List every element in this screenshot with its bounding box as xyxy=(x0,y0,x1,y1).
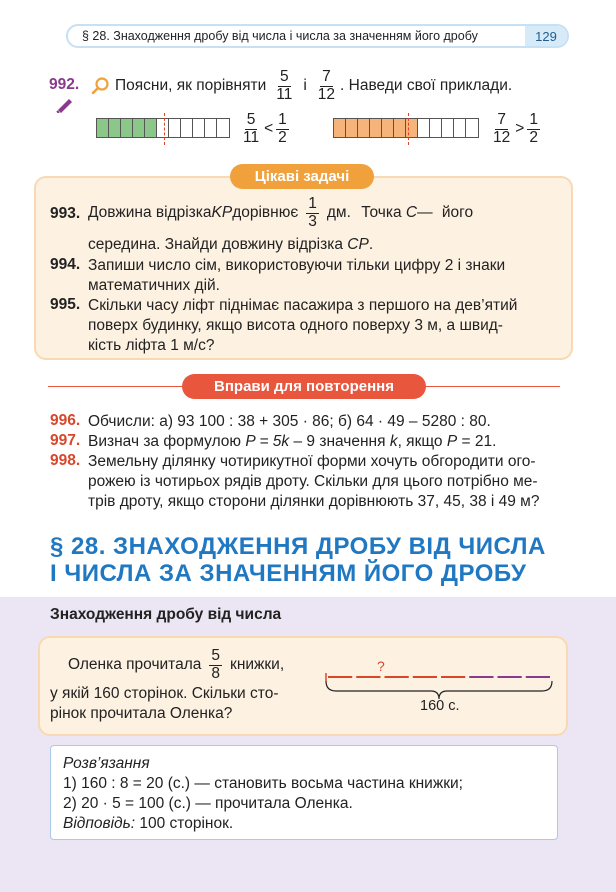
strip-cell xyxy=(181,119,193,137)
segment-diagram xyxy=(322,655,558,725)
task-992-text xyxy=(115,66,512,106)
strip-cell xyxy=(205,119,217,137)
subsection-title: Знаходження дробу від числа xyxy=(50,606,282,623)
section-title-line1: § 28. ЗНАХОДЖЕННЯ ДРОБУ ВІД ЧИСЛА xyxy=(50,533,546,560)
fraction-strip-12 xyxy=(333,118,479,138)
problem-line1: Оленка прочитала $\frac{5}{8}$ книжки, xyxy=(68,647,285,682)
review-title: Вправи для повторення xyxy=(182,374,426,399)
solution-step-2: 2) 20 · 5 = 100 (с.) — прочитала Оленка. xyxy=(63,795,353,812)
task-994-line1: Запиши число сім, використовуючи тільки цифру 2 і знаки xyxy=(88,257,506,274)
pencil-icon xyxy=(55,95,77,118)
task-998-line3: трів дроту, якщо сторони ділянки дорівнюють 37, 45, 38 і 49 м? xyxy=(88,493,540,510)
task-996-text: Обчисли: а) 93 100 : 38 + 305 · 86; б) 64 · 49 – 5280 : 80. xyxy=(88,413,491,430)
task-number-994: 994. xyxy=(50,256,81,273)
task-number-992: 992. xyxy=(49,76,80,93)
fraction-5-11: $\frac{5}{11}$ xyxy=(276,68,293,103)
solution-heading: Розв’язання xyxy=(63,755,150,772)
task-993-line1: Довжина відрізка KP дорівнює $\frac{1}{3}$ дм. Точка C — його xyxy=(88,195,474,230)
strip-cell xyxy=(370,119,382,137)
page-number: 129 xyxy=(525,26,567,46)
strip-cell xyxy=(334,119,346,137)
strip-cell xyxy=(109,119,121,137)
task-number-998: 998. xyxy=(50,452,81,469)
task-992-text-before: Поясни, як порівняти xyxy=(115,77,267,94)
diagram-total-label: 160 с. xyxy=(420,698,460,714)
strip-cell xyxy=(358,119,370,137)
task-995-line3: кість ліфта 1 м/с? xyxy=(88,337,215,354)
task-993-line2: середина. Знайди довжину відрізка CP. xyxy=(88,236,374,253)
strip-cell xyxy=(169,119,181,137)
task-992-conj: і xyxy=(303,77,307,94)
problem-line3: рінок прочитала Оленка? xyxy=(50,705,233,722)
section-title xyxy=(50,533,546,587)
strip-cell xyxy=(121,119,133,137)
task-number-996: 996. xyxy=(50,412,81,429)
strip-cell xyxy=(217,119,229,137)
interesting-tasks-title: Цікаві задачі xyxy=(230,164,374,189)
comparison-2: $\frac{7}{12}$ > $\frac{1}{2}$ xyxy=(493,111,538,146)
strip-cell xyxy=(193,119,205,137)
diagram-brace xyxy=(326,681,552,699)
strip-cell xyxy=(466,119,478,137)
fraction-5-8: $\frac{5}{8}$ xyxy=(211,647,221,682)
strip-cell xyxy=(418,119,430,137)
strip-cell xyxy=(346,119,358,137)
fraction-7-12: $\frac{7}{12}$ xyxy=(317,68,336,103)
task-998-line1: Земельну ділянку чотирикутної форми хочуть обгородити ого- xyxy=(88,453,536,470)
problem-line2: у якій 160 сторінок. Скільки сто- xyxy=(50,685,279,702)
fraction-1-3: $\frac{1}{3}$ xyxy=(308,195,317,230)
half-mark-2 xyxy=(408,113,409,145)
task-995-line1: Скільки часу ліфт піднімає пасажира з першого на дев’ятий xyxy=(88,297,518,314)
strip-cell xyxy=(157,119,169,137)
task-998-line2: рожею із чотирьох рядів дроту. Скільки для цього потрібно ме- xyxy=(88,473,538,490)
strip-cell xyxy=(133,119,145,137)
task-number-995: 995. xyxy=(50,296,81,313)
diagram-question-mark: ? xyxy=(377,658,385,674)
task-997-text: Визнач за формулою P = 5k – 9 значення k, якщо P = 21. xyxy=(88,433,497,450)
strip-cell xyxy=(454,119,466,137)
solution-step-1: 1) 160 : 8 = 20 (с.) — становить восьма частина книжки; xyxy=(63,775,463,792)
magnifier-icon xyxy=(90,76,110,101)
strip-cell xyxy=(97,119,109,137)
task-994-line2: математичних дій. xyxy=(88,277,220,294)
fraction-strip-11 xyxy=(96,118,230,138)
task-992-text-after: . Наведи свої приклади. xyxy=(340,77,513,94)
strip-cell xyxy=(382,119,394,137)
strip-cell xyxy=(394,119,406,137)
strip-cell xyxy=(442,119,454,137)
section-title-line2: І ЧИСЛА ЗА ЗНАЧЕННЯМ ЙОГО ДРОБУ xyxy=(50,560,527,587)
strip-cell xyxy=(145,119,157,137)
strip-cell xyxy=(430,119,442,137)
solution-answer: Відповідь: 100 сторінок. xyxy=(63,815,234,832)
task-number-993: 993. xyxy=(50,205,81,222)
comparison-1: $\frac{5}{11}$ < $\frac{1}{2}$ xyxy=(243,111,287,146)
header-title: § 28. Знаходження дробу від числа і числа за значенням його дробу xyxy=(82,29,478,43)
half-mark-1 xyxy=(164,113,165,145)
task-995-line2: поверх будинку, якщо висота одного поверху 3 м, а швид- xyxy=(88,317,503,334)
task-number-997: 997. xyxy=(50,432,81,449)
page-header xyxy=(66,24,569,48)
